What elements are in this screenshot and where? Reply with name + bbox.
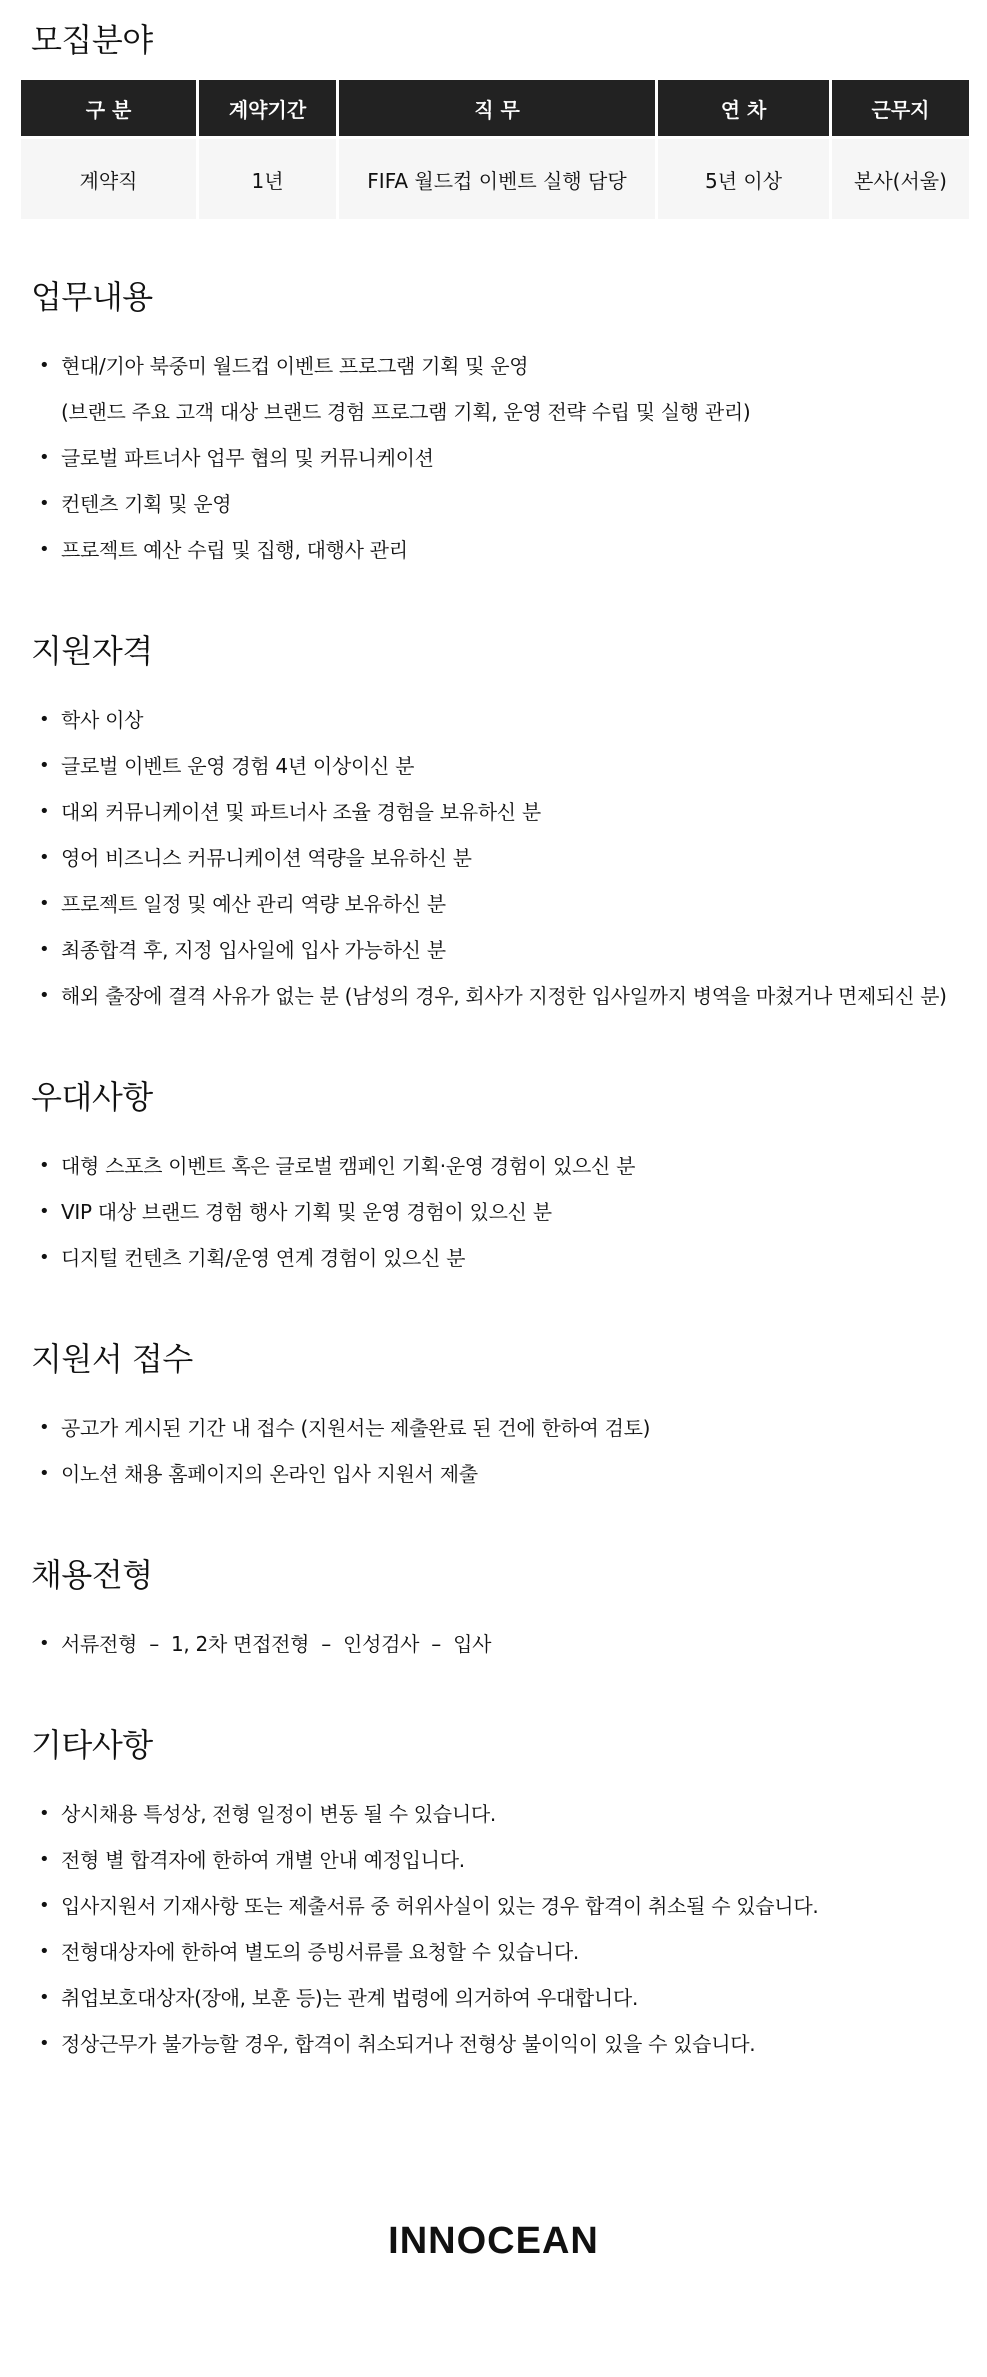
list-item: • 디지털 컨텐츠 기획/운영 연계 경험이 있으신 분 — [37, 1235, 966, 1281]
list-item: • 글로벌 이벤트 운영 경험 4년 이상이신 분 — [37, 743, 966, 789]
qualifications-section — [21, 631, 966, 1019]
cell-contract-period: 1년 — [199, 136, 336, 219]
bullet-icon: • — [39, 2033, 50, 2054]
recruit-section-title: 모집분야 — [31, 21, 153, 59]
cell-category: 계약직 — [21, 136, 196, 219]
qualifications-section-title: 지원자격 — [31, 632, 153, 670]
recruit-table-header-row — [21, 80, 969, 136]
bullet-icon: • — [39, 1201, 50, 1222]
list-item: • VIP 대상 브랜드 경험 행사 기획 및 운영 경험이 있으신 분 — [37, 1189, 966, 1235]
process-list — [21, 1621, 966, 1667]
header-contract-period: 계약기간 — [199, 80, 336, 136]
bullet-icon: • — [39, 355, 50, 376]
list-item: • 현대/기아 북중미 월드컵 이벤트 프로그램 기획 및 운영 — [37, 343, 966, 389]
header-experience: 연 차 — [658, 80, 829, 136]
list-item: • 정상근무가 불가능할 경우, 합격이 취소되거나 전형상 불이익이 있을 수 있습니다. — [37, 2021, 966, 2067]
bullet-icon: • — [39, 1463, 50, 1484]
application-section — [21, 1339, 966, 1497]
list-item: • 취업보호대상자(장애, 보훈 등)는 관계 법령에 의거하여 우대합니다. — [37, 1975, 966, 2021]
list-item: • 영어 비즈니스 커뮤니케이션 역량을 보유하신 분 — [37, 835, 966, 881]
header-category: 구 분 — [21, 80, 196, 136]
list-item: • 대외 커뮤니케이션 및 파트너사 조율 경험을 보유하신 분 — [37, 789, 966, 835]
header-location: 근무지 — [832, 80, 969, 136]
duties-section — [21, 277, 966, 573]
bullet-icon: • — [39, 1803, 50, 1824]
preferences-section-title: 우대사항 — [31, 1078, 153, 1116]
cell-location: 본사(서울) — [832, 136, 969, 219]
process-section-title: 채용전형 — [31, 1556, 153, 1594]
bullet-icon: • — [39, 1155, 50, 1176]
footer — [0, 2220, 987, 2263]
preferences-list — [21, 1143, 966, 1281]
bullet-icon: • — [39, 847, 50, 868]
application-list — [21, 1405, 966, 1497]
header-job: 직 무 — [339, 80, 655, 136]
list-item: • 글로벌 파트너사 업무 협의 및 커뮤니케이션 — [37, 435, 966, 481]
recruit-table — [18, 80, 972, 219]
application-section-title: 지원서 접수 — [31, 1340, 193, 1378]
list-item: • 전형 별 합격자에 한하여 개별 안내 예정입니다. — [37, 1837, 966, 1883]
bullet-icon: • — [39, 709, 50, 730]
bullet-icon: • — [39, 893, 50, 914]
list-item: • 상시채용 특성상, 전형 일정이 변동 될 수 있습니다. — [37, 1791, 966, 1837]
etc-section-title: 기타사항 — [31, 1726, 153, 1764]
list-item: • 프로젝트 예산 수립 및 집행, 대행사 관리 — [37, 527, 966, 573]
list-item: • 전형대상자에 한하여 별도의 증빙서류를 요청할 수 있습니다. — [37, 1929, 966, 1975]
duties-list — [21, 343, 966, 573]
qualifications-list — [21, 697, 966, 1019]
innocean-logo: INNOCEAN — [388, 2220, 599, 2262]
etc-section — [21, 1725, 966, 2067]
list-item: • 이노션 채용 홈페이지의 온라인 입사 지원서 제출 — [37, 1451, 966, 1497]
bullet-icon: • — [39, 1417, 50, 1438]
list-item: • 프로젝트 일정 및 예산 관리 역량 보유하신 분 — [37, 881, 966, 927]
list-item: • 최종합격 후, 지정 입사일에 입사 가능하신 분 — [37, 927, 966, 973]
list-item: • 컨텐츠 기획 및 운영 — [37, 481, 966, 527]
list-item: • 입사지원서 기재사항 또는 제출서류 중 허위사실이 있는 경우 합격이 취소될 수 있습니다. — [37, 1883, 966, 1929]
bullet-icon: • — [39, 1849, 50, 1870]
list-item: • 해외 출장에 결격 사유가 없는 분 (남성의 경우, 회사가 지정한 입사일까지 병역을 마쳤거나 면제되신 분) — [37, 973, 966, 1019]
list-item-continuation: (브랜드 주요 고객 대상 브랜드 경험 프로그램 기획, 운영 전략 수립 및 실행 관리) — [61, 400, 751, 424]
list-item: • 공고가 게시된 기간 내 접수 (지원서는 제출완료 된 건에 한하여 검토) — [37, 1405, 966, 1451]
table-row — [21, 136, 969, 219]
bullet-icon: • — [39, 1987, 50, 2008]
cell-job: FIFA 월드컵 이벤트 실행 담당 — [339, 136, 655, 219]
bullet-icon: • — [39, 755, 50, 776]
etc-list — [21, 1791, 966, 2067]
bullet-icon: • — [39, 447, 50, 468]
process-section — [21, 1555, 966, 1667]
bullet-icon: • — [39, 493, 50, 514]
bullet-icon: • — [39, 985, 50, 1006]
preferences-section — [21, 1077, 966, 1281]
cell-experience: 5년 이상 — [658, 136, 829, 219]
list-item: • 서류전형 – 1, 2차 면접전형 – 인성검사 – 입사 — [37, 1621, 966, 1667]
bullet-icon: • — [39, 939, 50, 960]
list-item: • 대형 스포츠 이벤트 혹은 글로벌 캠페인 기획·운영 경험이 있으신 분 — [37, 1143, 966, 1189]
bullet-icon: • — [39, 1633, 50, 1654]
bullet-icon: • — [39, 1895, 50, 1916]
bullet-icon: • — [39, 1941, 50, 1962]
list-item: • 학사 이상 — [37, 697, 966, 743]
bullet-icon: • — [39, 539, 50, 560]
duties-section-title: 업무내용 — [31, 278, 153, 316]
bullet-icon: • — [39, 1247, 50, 1268]
bullet-icon: • — [39, 801, 50, 822]
